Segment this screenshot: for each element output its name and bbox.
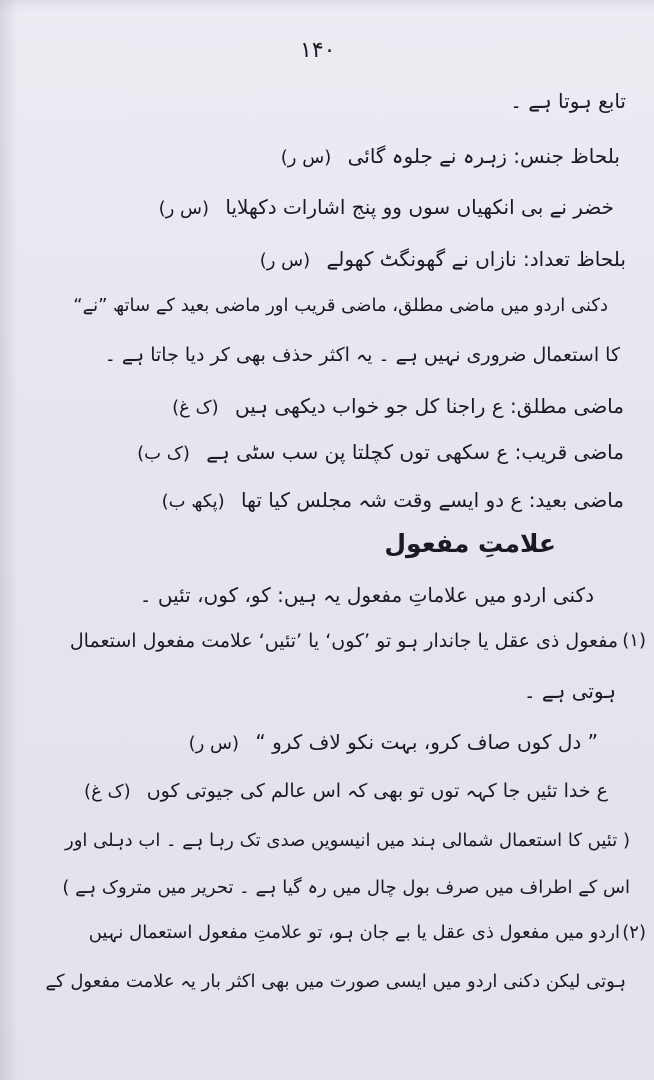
citation: (ک غ) <box>84 781 131 802</box>
text-line <box>189 727 598 759</box>
line-text: مفعول ذی عقل یا جاندار ہو تو ’کوں‘ یا ’تئیں‘ علامت مفعول استعمال <box>69 630 618 652</box>
item-number: (۱) <box>622 630 646 651</box>
page-binding-shadow <box>0 0 18 1080</box>
text-line <box>159 192 614 224</box>
line-text: ” دل کوں صاف کرو، بہت نکو لاف کرو “ <box>255 730 598 754</box>
text-line <box>510 86 626 116</box>
citation: (س ر) <box>280 147 332 168</box>
line-text: ہوتی ہے ۔ <box>523 679 616 703</box>
text-line <box>162 485 624 517</box>
citation: (س ر) <box>158 198 210 219</box>
text-line <box>105 340 620 370</box>
line-text: ماضی مطلق: ع راجنا کل جو خواب دیکھی ہیں <box>235 394 624 418</box>
line-text: بلحاظ تعداد: نازاں نے گھونگٹ کھولے <box>326 247 626 271</box>
citation: (پکھ ب) <box>161 491 225 512</box>
section-heading: علامتِ مفعول <box>384 529 556 558</box>
text-line <box>70 626 618 656</box>
text-line <box>73 291 608 321</box>
text-line <box>140 580 594 610</box>
line-text: خضر نے بی انکھیاں سوں وو پنج اشارات دکھلایا <box>225 195 614 219</box>
line-text: بلحاظ جنس: زہرہ نے جلوہ گائی <box>347 144 620 168</box>
line-text: ع خدا تئیں جا کہہ توں تو بھی کہ اس عالم کی جیوتی کوں <box>146 780 608 802</box>
citation: (س ر) <box>259 250 311 271</box>
line-text: ماضی قریب: ع سکھی توں کچلتا پن سب سٹی ہے <box>206 440 624 464</box>
page-top-shadow <box>0 0 654 12</box>
text-line <box>172 391 624 423</box>
citation: (ک ب) <box>137 443 190 464</box>
line-text: ہوتی لیکن دکنی اردو میں ایسی صورت میں بھی اکثر بار یہ علامت مفعول کے <box>45 971 626 992</box>
text-line <box>62 873 630 903</box>
line-text: دکنی اردو میں ماضی مطلق، ماضی قریب اور ماضی بعید کے ساتھ ”نے“ <box>73 295 608 316</box>
text-line <box>281 141 620 173</box>
text-line <box>84 776 608 807</box>
text-line <box>46 967 627 997</box>
text-line <box>137 437 624 469</box>
text-line <box>65 826 630 856</box>
line-text: تابع ہوتا ہے ۔ <box>510 89 626 113</box>
line-text: اس کے اطراف میں صرف بول چال میں رہ گیا ہے ۔ تحریر میں متروک ہے ) <box>62 877 630 898</box>
citation: (س ر) <box>188 733 240 754</box>
line-text: ماضی بعید: ع دو ایسے وقت شہ مجلس کیا تھا <box>241 488 624 512</box>
line-text: اردو میں مفعول ذی عقل یا بے جان ہو، تو علامتِ مفعول استعمال نہیں <box>88 922 620 943</box>
citation: (ک غ) <box>172 397 219 418</box>
line-text: کا استعمال ضروری نہیں ہے ۔ یہ اکثر حذف بھی کر دیا جاتا ہے ۔ <box>104 344 620 366</box>
text-line <box>524 676 616 706</box>
text-line <box>89 918 620 948</box>
line-text: ( تئیں کا استعمال شمالی ہند میں انیسویں صدی تک رہا ہے ۔ اب دہلی اور <box>65 830 630 851</box>
line-text: دکنی اردو میں علاماتِ مفعول یہ ہیں: کو، کوں، تئیں ۔ <box>139 583 594 607</box>
page-number: ۱۴۰ <box>300 38 336 63</box>
item-number: (۲) <box>622 922 646 943</box>
text-line <box>260 244 626 276</box>
